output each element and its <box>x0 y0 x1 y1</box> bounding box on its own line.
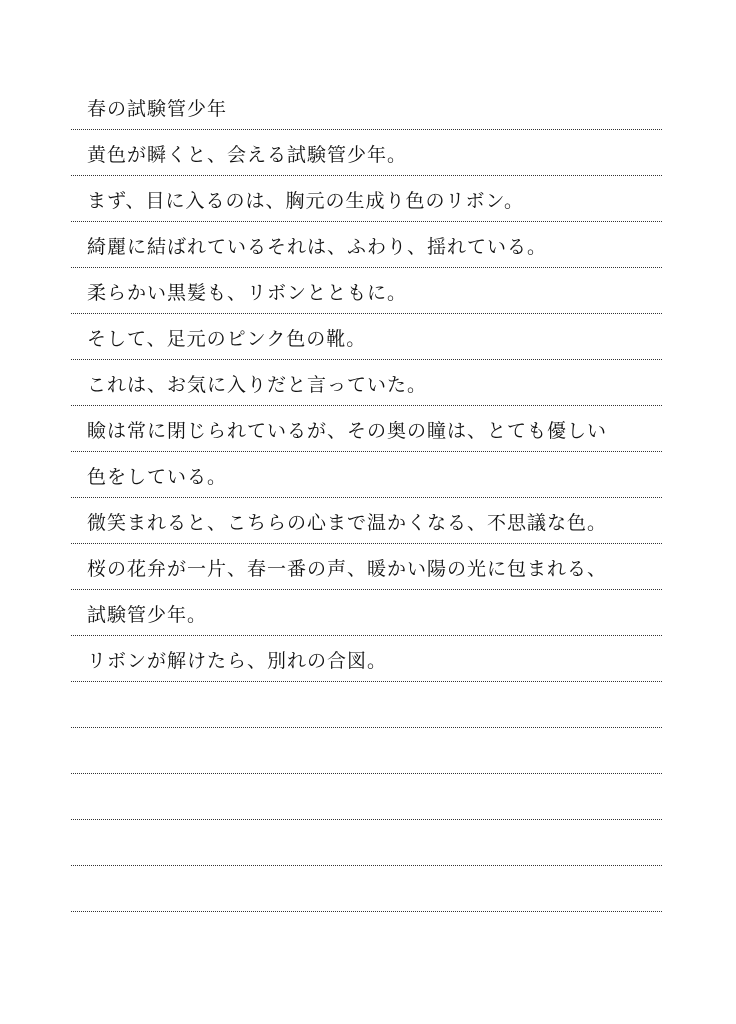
line-text: 色をしている。 <box>87 466 228 488</box>
ruled-line <box>71 406 662 452</box>
line-text: 黄色が瞬くと、会える試験管少年。 <box>87 144 408 166</box>
line-text: 綺麗に結ばれているそれは、ふわり、揺れている。 <box>87 236 548 258</box>
line-text: 微笑まれると、こちらの心まで温かくなる、不思議な色。 <box>87 512 608 534</box>
ruled-line <box>71 544 662 590</box>
ruled-line-empty <box>71 820 662 866</box>
line-text: 桜の花弁が一片、春一番の声、暖かい陽の光に包まれる、 <box>87 558 608 580</box>
title-line <box>71 84 662 130</box>
ruled-line-empty <box>71 866 662 912</box>
ruled-line <box>71 452 662 498</box>
ruled-line <box>71 314 662 360</box>
ruled-line-empty <box>71 728 662 774</box>
ruled-line <box>71 130 662 176</box>
line-text: 柔らかい黒髪も、リボンとともに。 <box>87 282 408 304</box>
ruled-line <box>71 636 662 682</box>
ruled-line-empty <box>71 682 662 728</box>
document-title: 春の試験管少年 <box>87 98 228 120</box>
ruled-line <box>71 222 662 268</box>
ruled-line-empty <box>71 774 662 820</box>
ruled-line <box>71 590 662 636</box>
ruled-line <box>71 498 662 544</box>
ruled-line <box>71 176 662 222</box>
line-text: まず、目に入るのは、胸元の生成り色のリボン。 <box>87 190 524 212</box>
line-text: 瞼は常に閉じられているが、その奥の瞳は、とても優しい <box>87 420 608 442</box>
line-text: 試験管少年。 <box>87 604 208 626</box>
line-text: これは、お気に入りだと言っていた。 <box>87 374 428 396</box>
ruled-line <box>71 268 662 314</box>
line-text: そして、足元のピンク色の靴。 <box>87 328 367 350</box>
ruled-line <box>71 360 662 406</box>
line-text: リボンが解けたら、別れの合図。 <box>87 650 388 672</box>
